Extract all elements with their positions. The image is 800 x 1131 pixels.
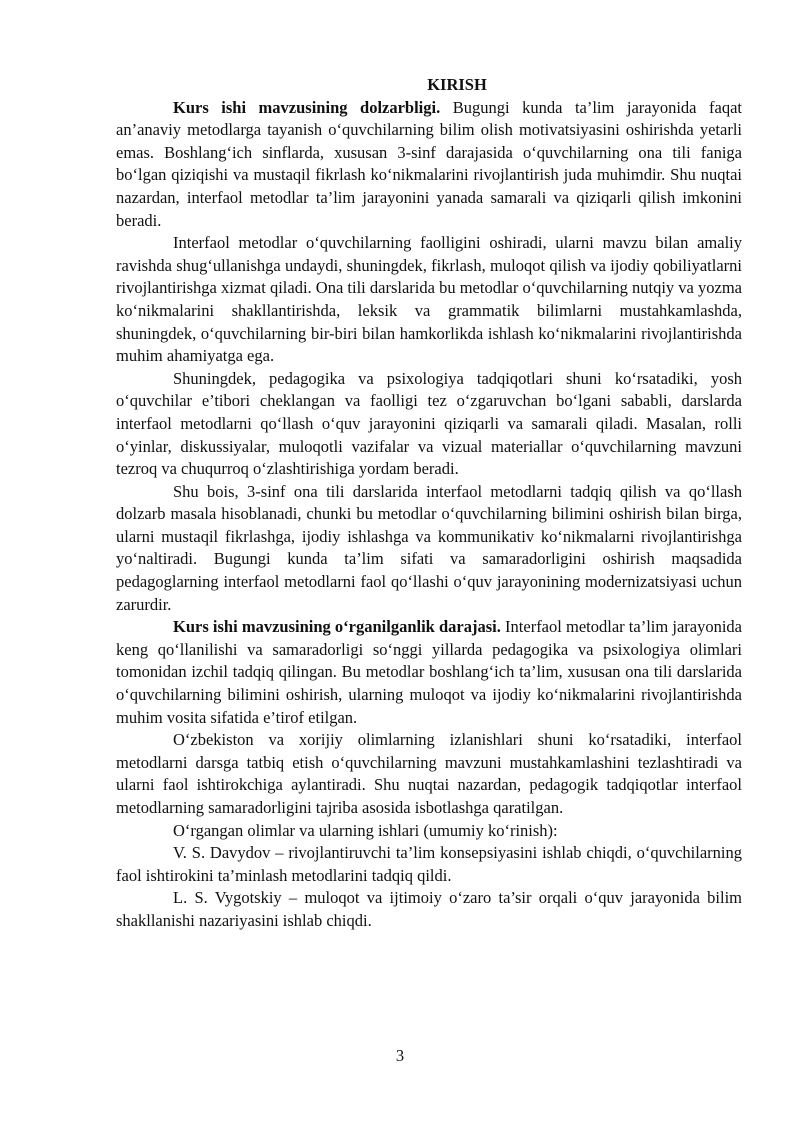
paragraph-text: Bugungi kunda ta’lim jarayonida faqat an’anaviy metodlarga tayanish o‘quvchilarning bilim olish motivatsiyasini oshirishda yetarli emas. Boshlang‘ich sinflarda, xususan 3-sinf darajasida o‘quvchilarning ona tili faniga bo‘lgan qiziqishi va mustaqil fikrlash ko‘nikmalarini rivojlantirish juda muhimdir. Shu nuqtai nazardan, interfaol metodlar ta’lim jarayonini yanada samarali va qiziqarli qilish imkonini beradi. [116, 97, 742, 230]
paragraph-text: Interfaol metodlar ta’lim jarayonida keng qo‘llanilishi va samaradorligi so‘nggi yillarda pedagogika va psixologiya olimlari tomonidan izchil tadqiq qilingan. Bu metodlar boshlang‘ich ta’lim, xususan ona tili darslarida o‘quvchilarning bilimini oshirish, ularning muloqot va ijodiy ko‘nikmalarini rivojlantirishda muhim vosita sifatida e’tirof etilgan. [116, 617, 742, 727]
paragraph-text: L. S. Vygotskiy – muloqot va ijtimoiy o‘zaro ta’sir orqali o‘quv jarayonida bilim shakllanishi nazariyasini ishlab chiqdi. [116, 888, 742, 930]
paragraph-text: Interfaol metodlar o‘quvchilarning faolligini oshiradi, ularni mavzu bilan amaliy ravishda shug‘ullanishga undaydi, shuningdek, fikrlash, muloqot qilish va ijodiy qobiliyatlarni rivojlantirishga xizmat qiladi. Ona tili darslarida bu metodlar o‘quvchilarning nutqiy va yozma ko‘nikmalarini shakllantirishda, leksik va grammatik bilimlarni mustahkamlashda, shuningdek, o‘quvchilarning bir-biri bilan hamkorlikda ishlash ko‘nikmalarini rivojlantirishda muhim ahamiyatga ega. [116, 233, 742, 366]
paragraph [116, 820, 742, 843]
paragraph-lead: Kurs ishi mavzusining o‘rganilganlik darajasi. [173, 617, 501, 637]
paragraph-text: O‘zbekiston va xorijiy olimlarning izlanishlari shuni ko‘rsatadiki, interfaol metodlarni darsga tatbiq etish o‘quvchilarning mavzuni mustahkamlashini tezlashtiradi va ularni faol ishtirokchiga aylantiradi. Shu nuqtai nazardan, pedagogik tadqiqotlar interfaol metodlarning samaradorligini tajriba asosida isbotlashga qaratilgan. [116, 730, 742, 817]
paragraph-relevance [116, 97, 742, 233]
paragraph-lead: Kurs ishi mavzusining dolzarbligi. [173, 97, 441, 117]
paragraph-text: Shu bois, 3-sinf ona tili darslarida interfaol metodlarni tadqiq qilish va qo‘llash dolzarb masala hisoblanadi, chunki bu metodlar o‘quvchilarning bilimini oshirish bilan birga, ularni mustaqil fikrlashga, ijodiy ishlashga va kommunikativ ko‘nikmalarni rivojlantirishga yo‘naltiradi. Bugungi kunda ta’lim sifati va samaradorligini oshirish maqsadida pedagoglarning interfaol metodlarni faol qo‘llashi o‘quv jarayonining modernizatsiyasi uchun zarurdir. [116, 481, 742, 614]
paragraph-text: V. S. Davydov – rivojlantiruvchi ta’lim konsepsiyasini ishlab chiqdi, o‘quvchilarning faol ishtirokini ta’minlash metodlarini tadqiq qildi. [116, 843, 742, 885]
paragraph-vygotskiy [116, 887, 742, 932]
page-content [116, 74, 742, 933]
paragraph-text: Shuningdek, pedagogika va psixologiya tadqiqotlari shuni ko‘rsatadiki, yosh o‘quvchilar e’tibori cheklangan va faolligi tez o‘zgaruvchan bo‘lgani sababli, darslarda interfaol metodlarni qo‘llash o‘quv jarayonini qiziqarli va samarali qiladi. Masalan, rolli o‘yinlar, diskussiyalar, muloqotli vazifalar va vizual materiallar o‘quvchilarning mavzuni tezroq va chuqurroq o‘zlashtirishiga yordam beradi. [116, 368, 742, 479]
paragraph-text: O‘rgangan olimlar va ularning ishlari (umumiy ko‘rinish): [173, 820, 558, 840]
paragraph [116, 481, 742, 617]
page-number: 3 [395, 1046, 405, 1065]
paragraph-study-level [116, 616, 742, 729]
section-heading: KIRISH [427, 75, 487, 94]
paragraph [116, 368, 742, 481]
paragraph-davydov [116, 842, 742, 887]
paragraph [116, 729, 742, 819]
paragraph [116, 232, 742, 368]
